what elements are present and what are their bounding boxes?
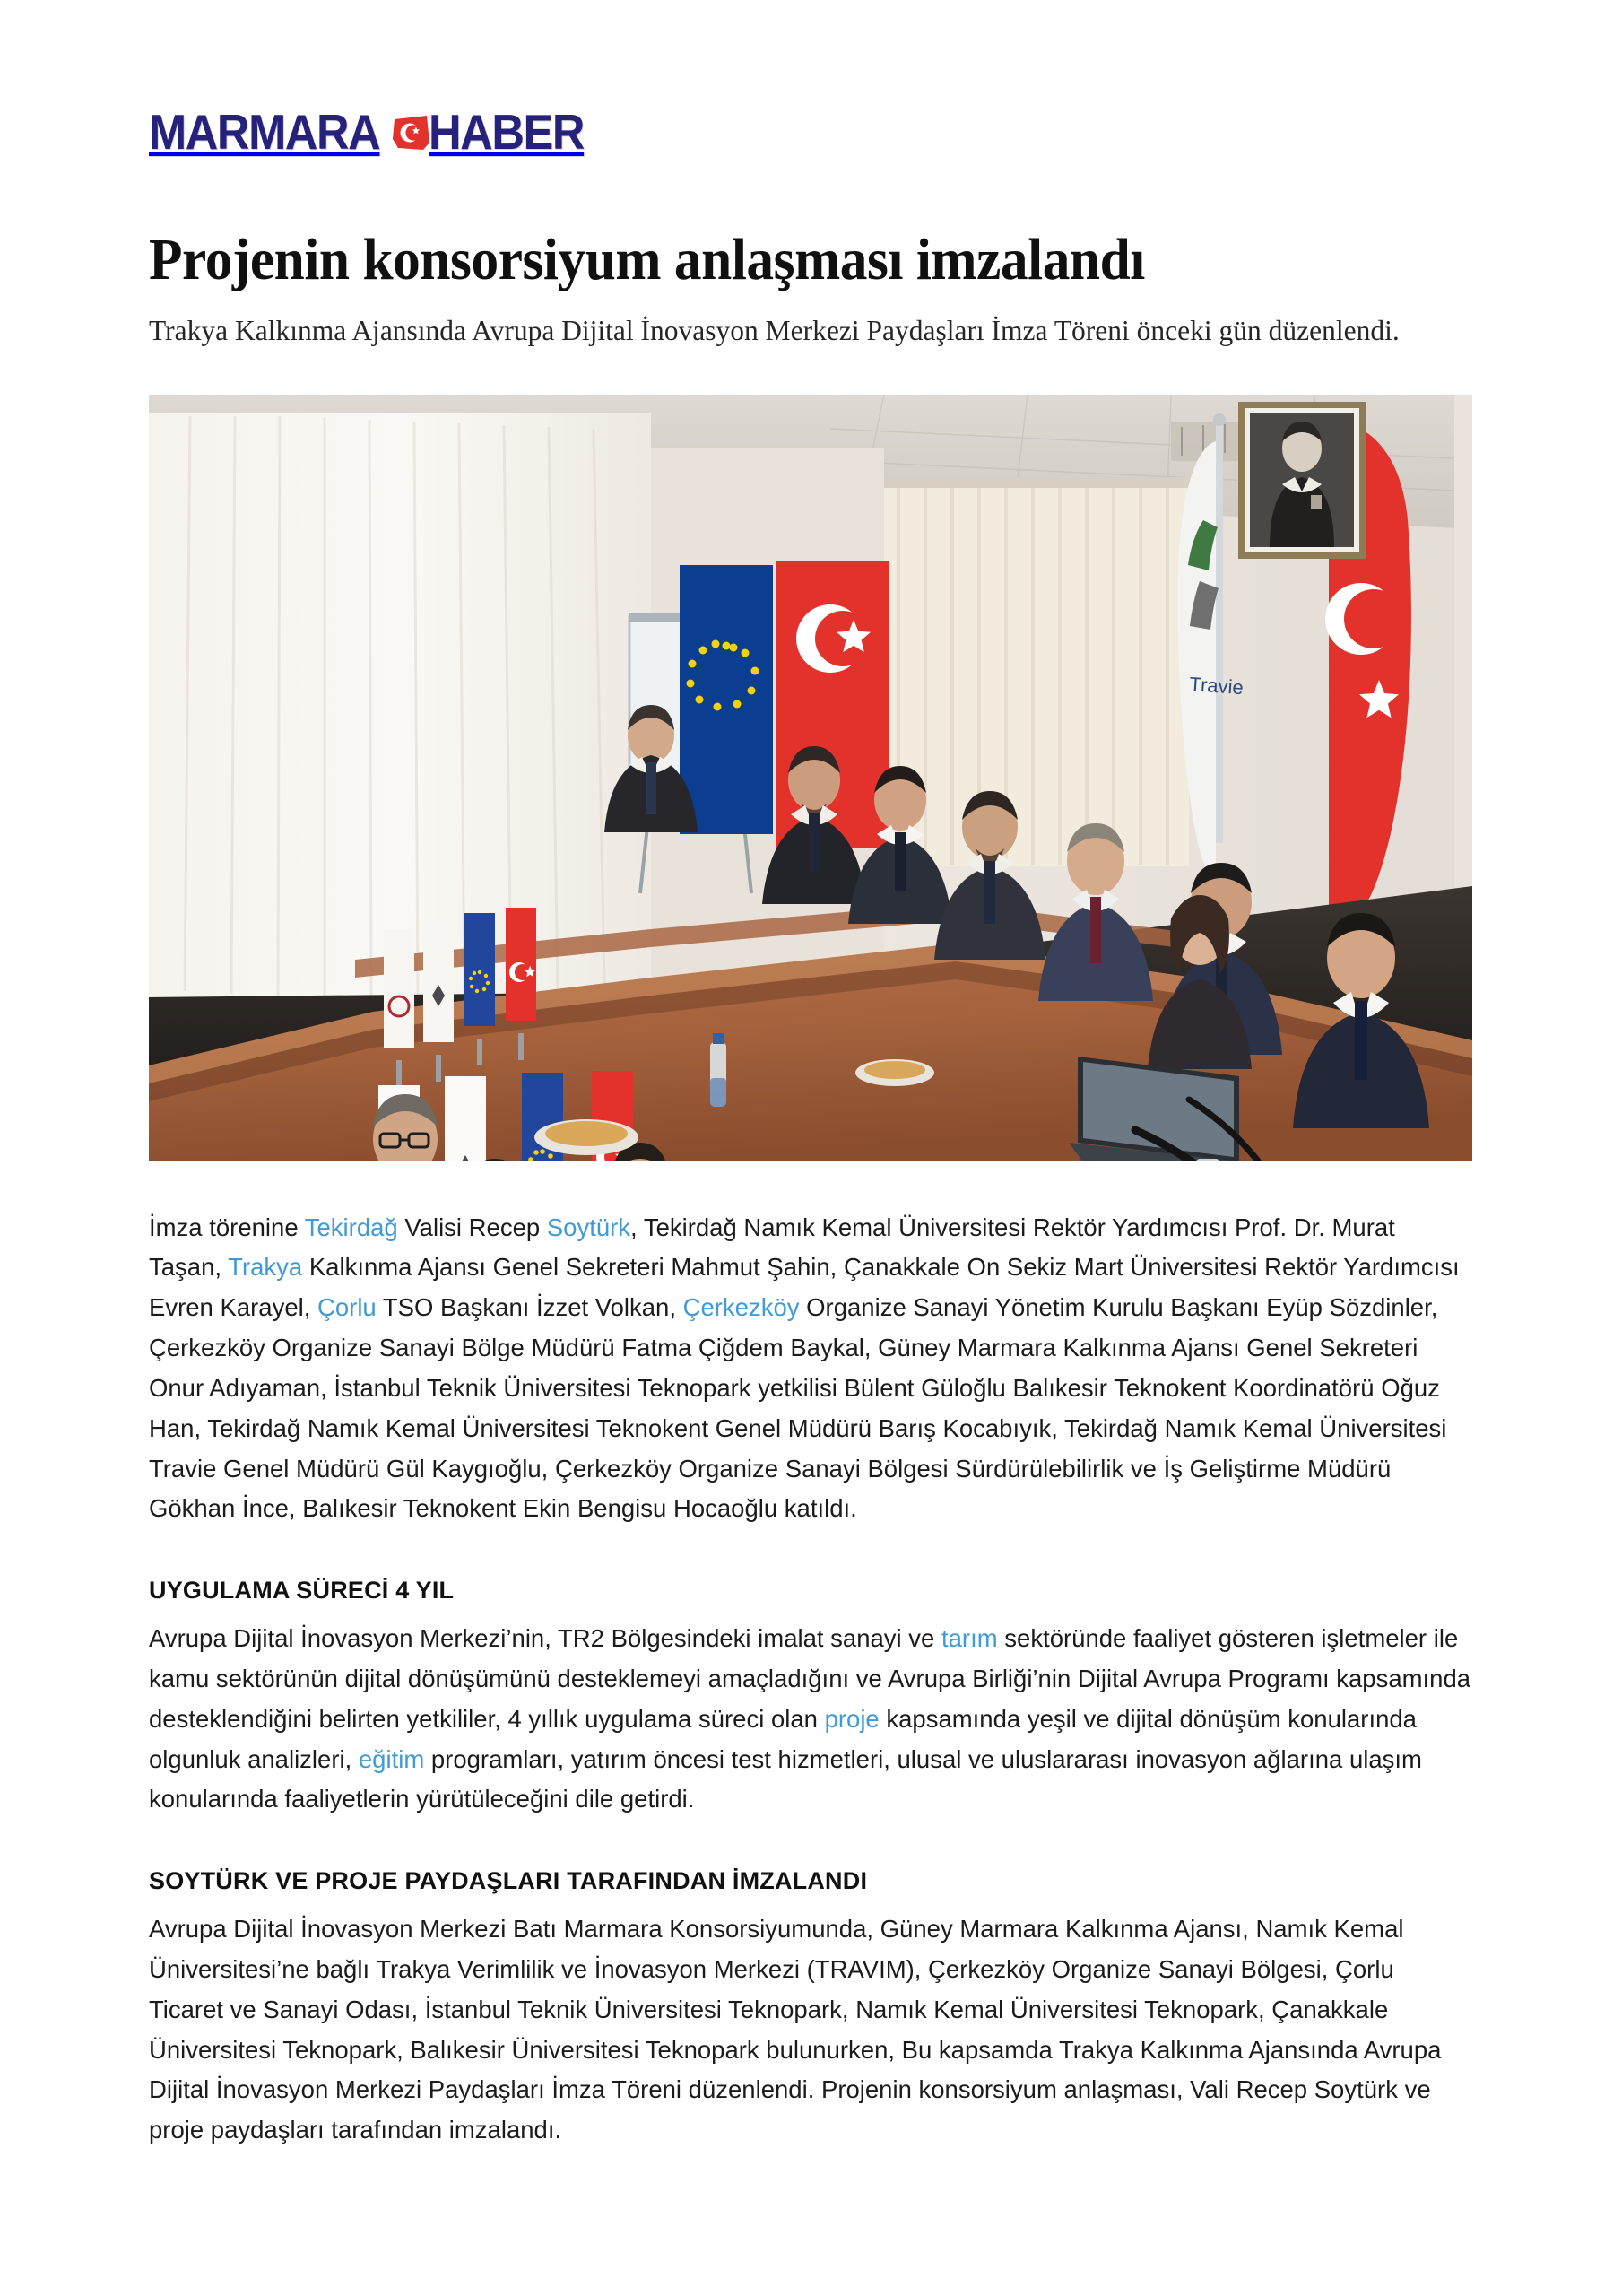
- p1-s4: Kalkınma Ajansı Genel Sekreteri Mahmut Şahin, Çanakkale On Sekiz Mart Üniversitesi Rektör Yardımcısı Evren Karayel,: [149, 1253, 1460, 1322]
- link-cerkezkoy[interactable]: Çerkezköy: [682, 1293, 800, 1322]
- p1-s5: TSO Başkanı İzzet Volkan,: [376, 1293, 683, 1322]
- link-tarim[interactable]: tarım: [941, 1624, 998, 1653]
- p1-s3: , Tekirdağ Namık Kemal Üniversitesi Rektör Yardımcısı Prof. Dr. Murat Taşan,: [149, 1213, 1395, 1282]
- section-heading-soyturk: SOYTÜRK VE PROJE PAYDAŞLARI TARAFINDAN İMZALANDI: [149, 1867, 868, 1895]
- s1-s2: sektöründe faaliyet gösteren işletmeler ile kamu sektörünün dijital dönüşümünü desteklemeyi amaçladığını ve Avrupa Birliği’nin Dijital Avrupa Programı kapsamında desteklendiğini belirten yetkililer, 4 yıllık uygulama süreci olan: [149, 1624, 1471, 1733]
- logo-text-marmara: MARMARA: [149, 104, 380, 160]
- paragraph-uygulama: [149, 1619, 1472, 1820]
- link-proje[interactable]: proje: [824, 1704, 880, 1733]
- paragraph-attendees: [149, 1208, 1472, 1530]
- s1-s4: programları, yatırım öncesi test hizmetleri, ulusal ve uluslararası inovasyon ağlarına ulaşım konularında faaliyetlerin yürütüleceğini dile getirdi.: [149, 1744, 1422, 1813]
- link-egitim[interactable]: eğitim: [358, 1744, 425, 1773]
- article-main: [0, 229, 1622, 2151]
- s1-s3: kapsamında yeşil ve dijital dönüşüm konularında olgunluk analizleri,: [149, 1704, 1417, 1773]
- turkish-flag-icon: [391, 112, 432, 153]
- section-heading-uygulama: UYGULAMA SÜRECİ 4 YIL: [149, 1577, 455, 1605]
- paragraph-soyturk: Avrupa Dijital İnovasyon Merkezi Batı Marmara Konsorsiyumunda, Güney Marmara Kalkınma Ajansı, Namık Kemal Üniversitesi’ne bağlı Trakya Verimlilik ve İnovasyon Merkezi (TRAVIM), Çerkezköy Organize Sanayi Bölgesi, Çorlu Ticaret ve Sanayi Odası, İstanbul Teknik Üniversitesi Teknopark, Namık Kemal Üniversitesi Teknopark, Çanakkale Üniversitesi Teknopark, Balıkesir Üniversitesi Teknopark bulunurken, Bu kapsamda Trakya Kalkınma Ajansında Avrupa Dijital İnovasyon Merkezi Paydaşları İmza Töreni düzenlendi. Projenin konsorsiyum anlaşması, Vali Recep Soytürk ve proje paydaşları tarafından imzalandı.: [149, 1915, 1442, 2144]
- meeting-room-photo: [149, 395, 1472, 1161]
- site-logo[interactable]: [149, 104, 597, 160]
- article-deck: Trakya Kalkınma Ajansında Avrupa Dijital İnovasyon Merkezi Paydaşları İmza Töreni önceki gün düzenlendi.: [149, 314, 1400, 346]
- site-masthead: [0, 0, 1622, 179]
- p1-s2: Valisi Recep: [397, 1213, 547, 1241]
- link-trakya[interactable]: Trakya: [228, 1253, 303, 1282]
- link-corlu[interactable]: Çorlu: [317, 1293, 377, 1322]
- logo-text-haber: HABER: [428, 104, 584, 160]
- article-body: [149, 1208, 1472, 2151]
- link-tekirdag[interactable]: Tekirdağ: [304, 1213, 398, 1241]
- p1-s1: İmza törenine: [149, 1213, 305, 1241]
- link-soyturk[interactable]: Soytürk: [546, 1213, 631, 1241]
- article-photo: [149, 395, 1472, 1161]
- s1-s1: Avrupa Dijital İnovasyon Merkezi’nin, TR2 Bölgesindeki imalat sanayi ve: [149, 1624, 941, 1653]
- page-title: Projenin konsorsiyum anlaşması imzalandı: [149, 227, 1145, 292]
- svg-text:Travie: Travie: [1188, 672, 1245, 699]
- p1-s6: Organize Sanayi Yönetim Kurulu Başkanı Eyüp Sözdinler, Çerkezköy Organize Sanayi Bölge Müdürü Fatma Çiğdem Baykal, Güney Marmara Kalkınma Ajansı Genel Sekreteri Onur Adıyaman, İstanbul Teknik Üniversitesi Teknopark yetkilisi Bülent Güloğlu Balıkesir Teknokent Koordinatörü Oğuz Han, Tekirdağ Namık Kemal Üniversitesi Teknokent Genel Müdürü Barış Kocabıyık, Tekirdağ Namık Kemal Üniversitesi Travie Genel Müdürü Gül Kaygıoğlu, Çerkezköy Organize Sanayi Bölgesi Sürdürülebilirlik ve İş Geliştirme Müdürü Gökhan İnce, Balıkesir Teknokent Ekin Bengisu Hocaoğlu katıldı.: [149, 1293, 1447, 1523]
